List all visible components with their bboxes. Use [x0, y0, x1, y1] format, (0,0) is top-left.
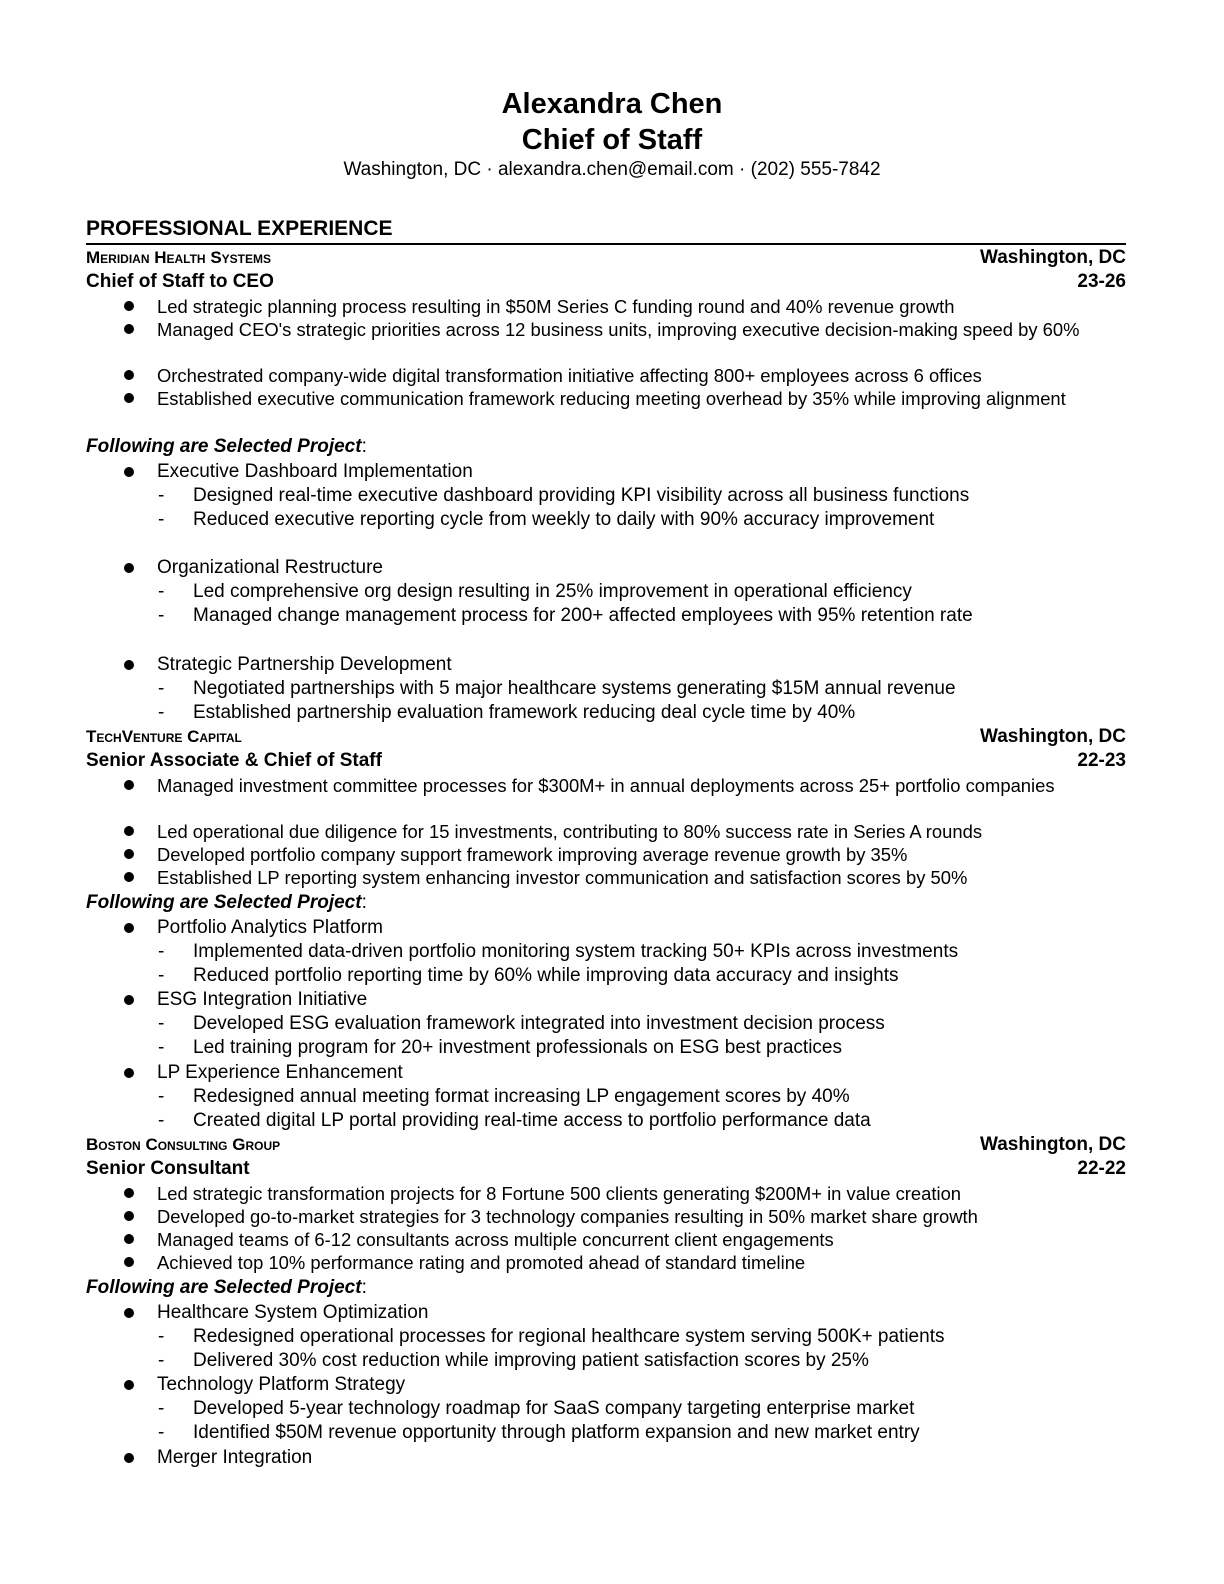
bullet-icon: [124, 301, 134, 311]
achievement-bullet: Led operational due diligence for 15 investments, contributing to 80% success rate in Series A rounds: [157, 821, 983, 842]
project-detail: Led comprehensive org design resulting in 25% improvement in operational efficiency: [193, 581, 912, 602]
company-name: Boston Consulting Group: [86, 1135, 281, 1154]
projects-label: Following are Selected Project: [86, 436, 362, 457]
achievement-bullet: Managed CEO's strategic priorities across 12 business units, improving executive decision-making speed by 60%: [157, 319, 1080, 340]
project-name: ESG Integration Initiative: [157, 989, 368, 1010]
bullet-icon: [124, 370, 134, 380]
job-location: Washington, DC: [980, 247, 1126, 268]
project-detail: Implemented data-driven portfolio monitoring system tracking 50+ KPIs across investments: [193, 941, 959, 962]
dash-icon: -: [158, 509, 165, 530]
projects-heading: [86, 891, 367, 915]
dash-icon: -: [158, 485, 165, 506]
bullet-icon: [124, 1068, 134, 1078]
section-divider: [86, 243, 1126, 245]
job-role: Senior Associate & Chief of Staff: [86, 750, 382, 771]
bullet-icon: [124, 660, 134, 670]
dash-icon: -: [158, 1013, 165, 1034]
bullet-icon: [124, 1257, 134, 1267]
project-detail: Reduced portfolio reporting time by 60% while improving data accuracy and insights: [193, 965, 899, 986]
achievement-bullet: Managed investment committee processes for $300M+ in annual deployments across 25+ portfolio companies: [157, 775, 1055, 796]
projects-label: Following are Selected Project: [86, 1277, 362, 1298]
candidate-name: Alexandra Chen: [501, 88, 723, 120]
project-name: Technology Platform Strategy: [157, 1374, 406, 1395]
project-detail: Identified $50M revenue opportunity through platform expansion and new market entry: [193, 1422, 920, 1443]
projects-heading: [86, 435, 367, 459]
dash-icon: -: [158, 1398, 165, 1419]
achievement-bullet: Managed teams of 6-12 consultants across multiple concurrent client engagements: [157, 1229, 834, 1250]
bullet-icon: [124, 1188, 134, 1198]
bullet-icon: [124, 872, 134, 882]
project-detail: Led training program for 20+ investment professionals on ESG best practices: [193, 1037, 842, 1058]
dash-icon: -: [158, 1037, 165, 1058]
achievement-bullet: Led strategic planning process resulting in $50M Series C funding round and 40% revenue growth: [157, 296, 955, 317]
project-name: Organizational Restructure: [157, 557, 383, 578]
project-detail: Developed 5-year technology roadmap for SaaS company targeting enterprise market: [193, 1398, 915, 1419]
bullet-icon: [124, 1211, 134, 1221]
project-detail: Delivered 30% cost reduction while improving patient satisfaction scores by 25%: [193, 1350, 869, 1371]
project-detail: Reduced executive reporting cycle from weekly to daily with 90% accuracy improvement: [193, 509, 935, 530]
project-detail: Established partnership evaluation framework reducing deal cycle time by 40%: [193, 702, 856, 723]
dash-icon: -: [158, 965, 165, 986]
company-name: Meridian Health Systems: [86, 248, 272, 267]
bullet-icon: [124, 1380, 134, 1390]
bullet-icon: [124, 780, 134, 790]
bullet-icon: [124, 1453, 134, 1463]
project-name: Executive Dashboard Implementation: [157, 461, 473, 482]
project-detail: Managed change management process for 200+ affected employees with 95% retention rate: [193, 605, 973, 626]
dash-icon: -: [158, 678, 165, 699]
dash-icon: -: [158, 941, 165, 962]
achievement-bullet: Developed portfolio company support framework improving average revenue growth by 35%: [157, 844, 908, 865]
bullet-icon: [124, 995, 134, 1005]
job-dates: 22-23: [1077, 750, 1126, 771]
project-name: LP Experience Enhancement: [157, 1062, 403, 1083]
job-dates: 23-26: [1077, 271, 1126, 292]
achievement-bullet: Orchestrated company-wide digital transformation initiative affecting 800+ employees across 6 offices: [157, 365, 982, 386]
project-detail: Developed ESG evaluation framework integrated into investment decision process: [193, 1013, 885, 1034]
achievement-bullet: Led strategic transformation projects for 8 Fortune 500 clients generating $200M+ in value creation: [157, 1183, 962, 1204]
project-detail: Negotiated partnerships with 5 major healthcare systems generating $15M annual revenue: [193, 678, 956, 699]
dash-icon: -: [158, 1110, 165, 1131]
job-role: Senior Consultant: [86, 1158, 250, 1179]
project-name: Strategic Partnership Development: [157, 654, 452, 675]
job-location: Washington, DC: [980, 1134, 1126, 1155]
projects-colon: :: [361, 892, 367, 913]
achievement-bullet: Established executive communication framework reducing meeting overhead by 35% while improving alignment: [157, 388, 1066, 409]
achievement-bullet: Developed go-to-market strategies for 3 technology companies resulting in 50% market share growth: [157, 1206, 978, 1227]
contact-info: Washington, DC · alexandra.chen@email.com · (202) 555-7842: [343, 159, 881, 180]
project-detail: Redesigned operational processes for regional healthcare system serving 500K+ patients: [193, 1326, 945, 1347]
job-dates: 22-22: [1077, 1158, 1126, 1179]
achievement-bullet: Achieved top 10% performance rating and promoted ahead of standard timeline: [157, 1252, 806, 1273]
projects-label: Following are Selected Project: [86, 892, 362, 913]
dash-icon: -: [158, 1350, 165, 1371]
company-name: TechVenture Capital: [86, 727, 242, 746]
bullet-icon: [124, 467, 134, 477]
dash-icon: -: [158, 605, 165, 626]
job-location: Washington, DC: [980, 726, 1126, 747]
project-detail: Redesigned annual meeting format increasing LP engagement scores by 40%: [193, 1086, 850, 1107]
project-name: Healthcare System Optimization: [157, 1302, 429, 1323]
project-name: Portfolio Analytics Platform: [157, 917, 383, 938]
bullet-icon: [124, 1308, 134, 1318]
dash-icon: -: [158, 1422, 165, 1443]
job-role: Chief of Staff to CEO: [86, 271, 274, 292]
project-detail: Created digital LP portal providing real-time access to portfolio performance data: [193, 1110, 871, 1131]
dash-icon: -: [158, 1086, 165, 1107]
bullet-icon: [124, 1234, 134, 1244]
section-title: PROFESSIONAL EXPERIENCE: [86, 217, 393, 240]
dash-icon: -: [158, 1326, 165, 1347]
dash-icon: -: [158, 702, 165, 723]
bullet-icon: [124, 849, 134, 859]
projects-colon: :: [361, 436, 367, 457]
bullet-icon: [124, 826, 134, 836]
bullet-icon: [124, 563, 134, 573]
bullet-icon: [124, 324, 134, 334]
bullet-icon: [124, 923, 134, 933]
bullet-icon: [124, 393, 134, 403]
project-name: Merger Integration: [157, 1447, 313, 1468]
projects-heading: [86, 1276, 367, 1300]
candidate-title: Chief of Staff: [521, 124, 703, 156]
projects-colon: :: [361, 1277, 367, 1298]
project-detail: Designed real-time executive dashboard providing KPI visibility across all business functions: [193, 485, 970, 506]
achievement-bullet: Established LP reporting system enhancing investor communication and satisfaction scores by 50%: [157, 867, 968, 888]
dash-icon: -: [158, 581, 165, 602]
